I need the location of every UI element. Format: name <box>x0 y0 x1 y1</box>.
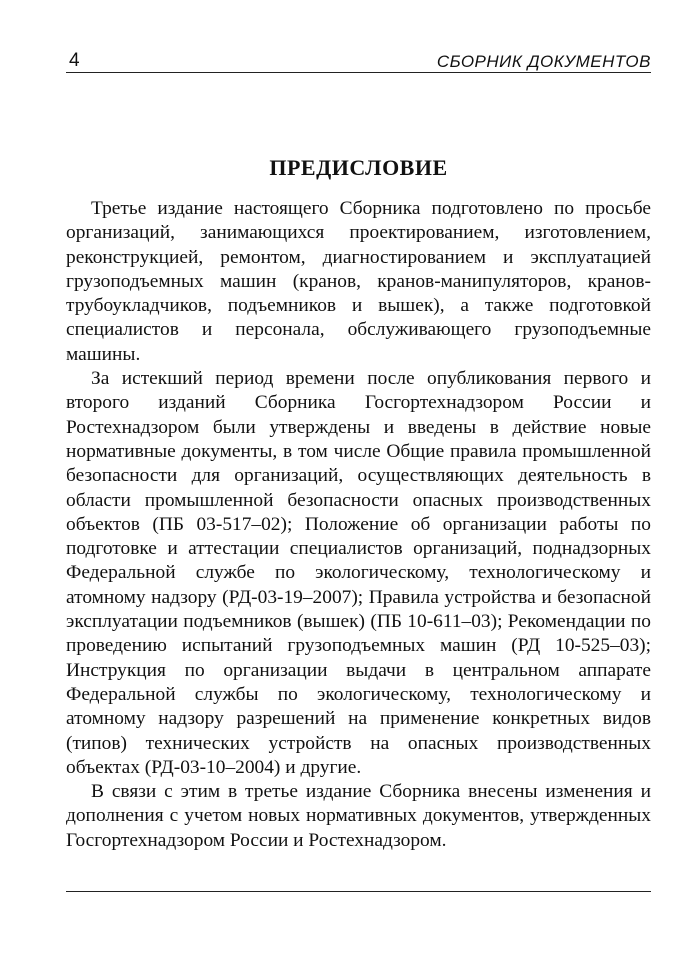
section-heading: ПРЕДИСЛОВИЕ <box>269 155 448 180</box>
running-header-title: СБОРНИК ДОКУМЕНТОВ <box>436 52 651 71</box>
body-text <box>66 197 651 853</box>
footer-divider <box>66 891 651 892</box>
paragraph-1: Третье издание настоящего Сборника подготовлено по просьбе организаций, занимающихся проектированием, изготовлением, реконструкцией, ремонтом, диагностированием и эксплуатацией грузоподъемных машин (кранов, кранов-манипуляторов, кранов-трубоукладчиков, подъемников и вышек), а также подготовкой специалистов и персонала, обслуживающего грузоподъемные машины. <box>66 198 651 365</box>
running-header <box>66 46 651 74</box>
header-divider <box>66 72 651 73</box>
paragraph-3: В связи с этим в третье издание Сборника внесены изменения и дополнения с учетом новых нормативных документов, утвержденных Госгортехнадзором России и Ростехнадзором. <box>66 781 651 851</box>
page-number: 4 <box>69 50 80 71</box>
paragraph-2: За истекший период времени после опубликования первого и второго изданий Сборника Госгортехнадзором России и Ростехнадзором были утверждены и введены в действие новые нормативные документы, в том числе Общие правила промышленной безопасности для организаций, осуществляющих деятельность в области промышленной безопасности опасных производственных объектов (ПБ 03-517–02); Положение об организации работы по подготовке и аттестации специалистов организаций, поднадзорных Федеральной службе по экологическому, технологическому и атомному надзору (РД-03-19–2007); Правила устройства и безопасной эксплуатации подъемников (вышек) (ПБ 10-611–03); Рекомендации по проведению испытаний грузоподъемных машин (РД 10-525–03); Инструкция по организации выдачи в центральном аппарате Федеральной службы по экологическому, технологическому и атомному надзору разрешений на применение конкретных видов (типов) технических устройств на опасных производственных объектах (РД-03-10–2004) и другие. <box>66 368 651 778</box>
